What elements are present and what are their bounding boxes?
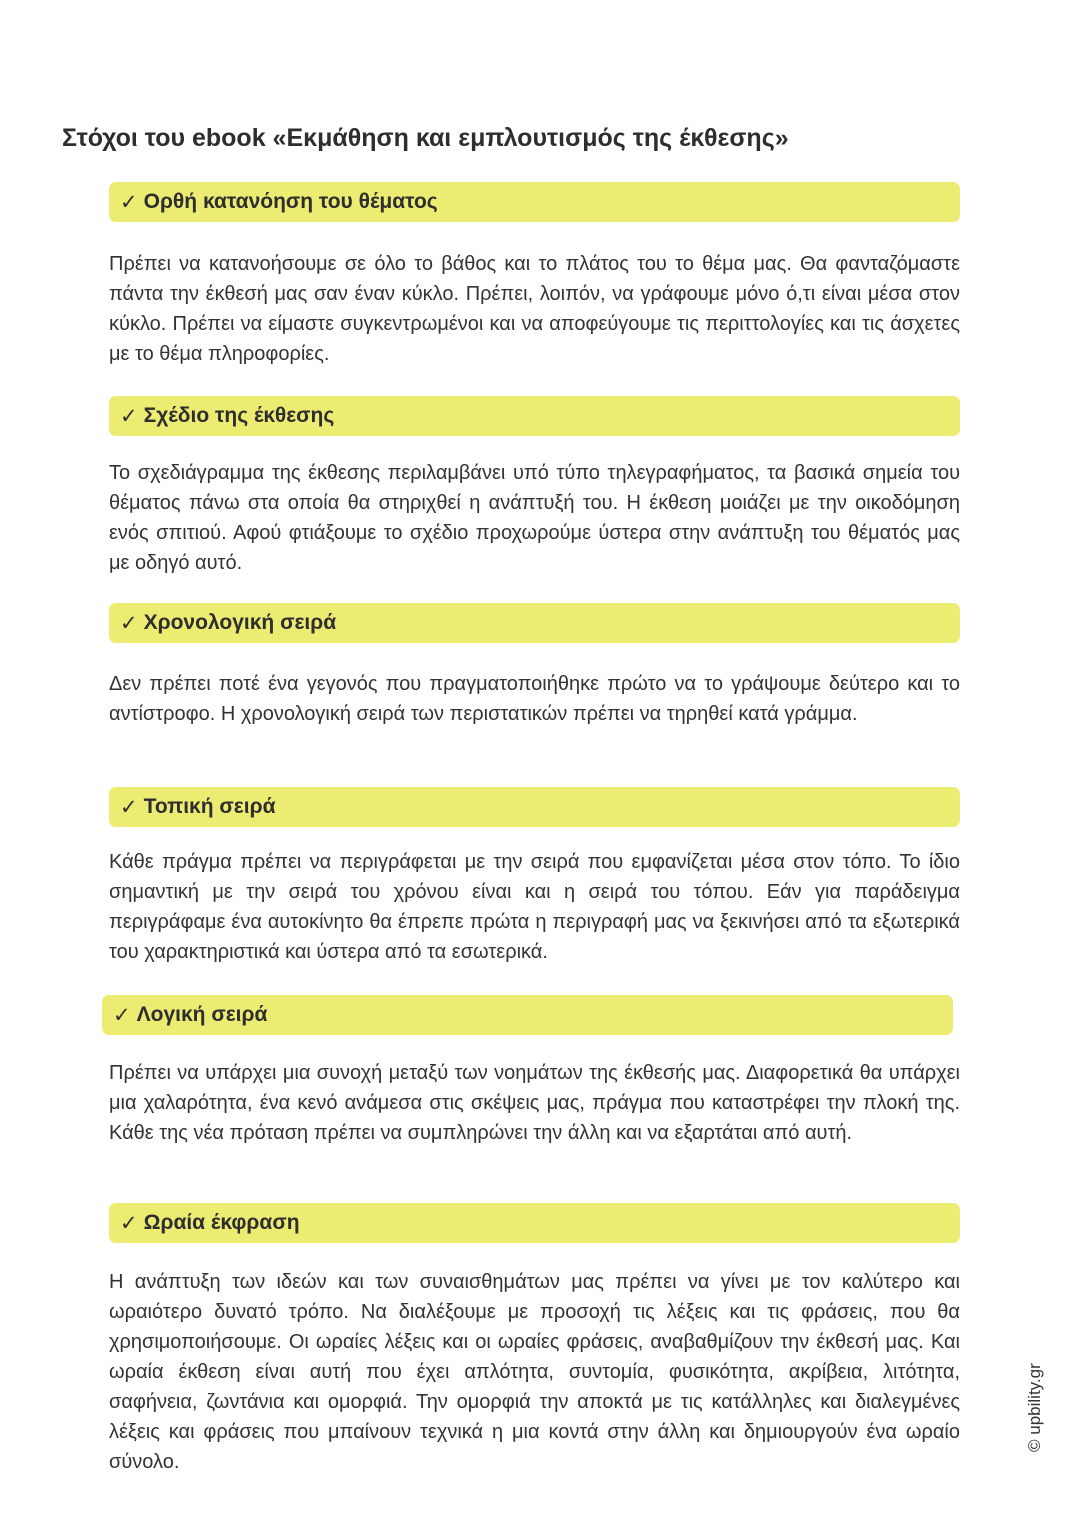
section-heading-chronological-order (109, 603, 960, 643)
section-heading-text: Λογική σειρά (136, 1003, 268, 1026)
section-heading-fine-expression (109, 1203, 960, 1243)
check-icon: ✓ (120, 404, 138, 428)
check-icon: ✓ (113, 1003, 131, 1027)
page-title: Στόχοι του ebook «Εκμάθηση και εμπλουτισμός της έκθεσης» (62, 124, 789, 152)
section-heading-spatial-order (109, 787, 960, 827)
section-heading-logical-order (102, 995, 953, 1035)
section-heading-text: Χρονολογική σειρά (143, 611, 337, 634)
section-heading-text: Ορθή κατανόηση του θέματος (143, 190, 438, 213)
section-body-correct-understanding: Πρέπει να κατανοήσουμε σε όλο το βάθος και το πλάτος του το θέμα μας. Θα φανταζόμαστε πάντα την έκθεσή μας σαν έναν κύκλο. Πρέπει, λοιπόν, να γράφουμε μόνο ό,τι είναι μέσα στον κύκλο. Πρέπει να είμαστε συγκεντρωμένοι και να αποφεύγουμε τις περιττολογίες και τις άσχετες με το θέμα πληροφορίες. (109, 253, 960, 365)
section-body-logical-order: Πρέπει να υπάρχει μια συνοχή μεταξύ των νοημάτων της έκθεσής μας. Διαφορετικά θα υπάρχει μια χαλαρότητα, ένα κενό ανάμεσα στις σκέψεις μας, πράγμα που καταστρέφει την πλοκή της. Κάθε της νέα πρόταση πρέπει να συμπληρώνει την άλλη και να εξαρτάται από αυτή. (109, 1062, 960, 1144)
check-icon: ✓ (120, 611, 138, 635)
section-body-spatial-order: Κάθε πράγμα πρέπει να περιγράφεται με την σειρά που εμφανίζεται μέσα στον τόπο. Το ίδιο σημαντική με την σειρά του χρόνου είναι και η σειρά του τόπου. Εάν για παράδειγμα περιγράφαμε ένα αυτοκίνητο θα έπρεπε πρώτα η περιγραφή μας να ξεκινήσει από τα εξωτερικά του χαρακτηριστικά και ύστερα από τα εσωτερικά. (109, 851, 960, 963)
section-body-chronological-order: Δεν πρέπει ποτέ ένα γεγονός που πραγματοποιήθηκε πρώτο να το γράψουμε δεύτερο και το αντίστροφο. Η χρονολογική σειρά των περιστατικών πρέπει να τηρηθεί κατά γράμμα. (109, 673, 960, 725)
check-icon: ✓ (120, 1211, 138, 1235)
check-icon: ✓ (120, 795, 138, 819)
section-body-fine-expression: Η ανάπτυξη των ιδεών και των συναισθημάτων μας πρέπει να γίνει με τον καλύτερο και ωραιότερο δυνατό τρόπο. Να διαλέξουμε με προσοχή τις λέξεις και τις φράσεις, που θα χρησιμοποιήσουμε. Οι ωραίες λέξεις και οι ωραίες φράσεις, αναβαθμίζουν την έκθεσή μας. Και ωραία έκθεση είναι αυτή που έχει απλότητα, συντομία, φυσικότητα, ακρίβεια, λιτότητα, σαφήνεια, ζωντάνια και ομορφιά. Την ομορφιά την αποκτά με τις κατάλληλες και διαλεγμένες λέξεις και φράσεις που μπαίνουν τεχνικά η μια κοντά στην άλλη και δημιουργούν ένα ωραίο σύνολο. (109, 1271, 960, 1473)
section-heading-text: Σχέδιο της έκθεσης (143, 404, 335, 427)
copyright-watermark: © upbility.gr (1025, 1363, 1044, 1452)
section-heading-essay-plan (109, 396, 960, 436)
section-heading-text: Τοπική σειρά (143, 795, 276, 818)
check-icon: ✓ (120, 190, 138, 214)
section-heading-text: Ωραία έκφραση (143, 1211, 300, 1234)
section-heading-correct-understanding (109, 182, 960, 222)
section-body-essay-plan: Το σχεδιάγραμμα της έκθεσης περιλαμβάνει υπό τύπο τηλεγραφήματος, τα βασικά σημεία του θέματος πάνω στα οποία θα στηριχθεί η ανάπτυξή του. Η έκθεση μοιάζει με την οικοδόμηση ενός σπιτιού. Αφού φτιάξουμε το σχέδιο προχωρούμε ύστερα στην ανάπτυξη του θέματός μας με οδηγό αυτό. (109, 462, 960, 574)
